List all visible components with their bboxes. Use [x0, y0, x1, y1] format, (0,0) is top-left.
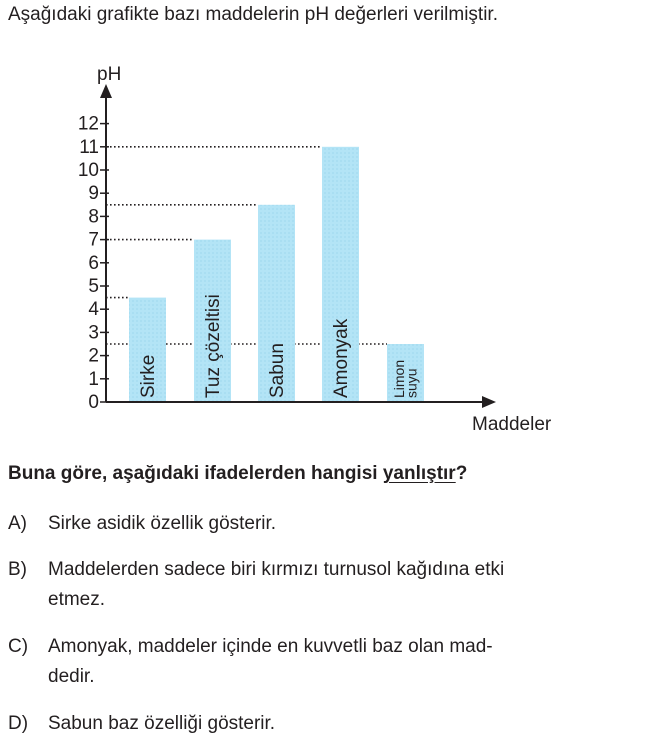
option-a-line-1: Sirke asidik özellik gösterir. [48, 513, 277, 534]
category-label [138, 355, 159, 398]
y-tick-label: 10 [77, 160, 99, 181]
y-tick-label: 9 [88, 183, 99, 205]
option-c-text [48, 632, 638, 692]
y-tick-label: 11 [79, 136, 99, 158]
y-axis-title: pH [97, 64, 122, 85]
option-d-text [48, 709, 638, 739]
question-end: ? [455, 463, 468, 484]
option-c-line-1: Amonyak, maddeler içinde en kuvvetli baz olan mad- [48, 636, 493, 657]
y-tick-label: 2 [88, 345, 99, 367]
option-b-label: B) [8, 559, 27, 580]
option-b-text [48, 555, 638, 615]
category-label-line: Sabun [267, 343, 289, 398]
category-label-line: Limon [391, 359, 408, 398]
question-before: Buna göre, aşağıdaki ifadelerden hangisi [8, 463, 383, 484]
option-c-line-2: dedir. [48, 666, 95, 687]
y-tick-label: 0 [88, 392, 99, 413]
question-keyword: yanlıştır [382, 463, 456, 484]
question-text [8, 463, 467, 485]
option-b-line-1: Maddelerden sadece biri kırmızı turnusol kağıdına etki [48, 559, 505, 580]
option-a-text [48, 509, 638, 539]
option-c-label: C) [8, 636, 29, 657]
category-label-line: Tuz çözeltisi [203, 294, 225, 398]
option-d-label: D) [8, 713, 29, 734]
intro-text: Aşağıdaki grafikte bazı maddelerin pH değerleri verilmiştir. [8, 4, 498, 25]
y-tick-label: 7 [88, 229, 99, 251]
category-label-line: Sirke [138, 354, 160, 398]
category-label-line: suyu [403, 368, 420, 398]
y-tick-label: 12 [77, 113, 99, 135]
y-tick-label: 6 [88, 252, 99, 274]
y-axis-arrow [100, 84, 112, 98]
option-b-line-2: etmez. [48, 589, 106, 610]
category-label [331, 318, 352, 398]
y-tick-label: 4 [88, 299, 99, 321]
y-tick-label: 8 [88, 206, 99, 228]
x-axis-arrow [482, 396, 496, 408]
y-tick-label: 5 [88, 276, 99, 297]
y-tick-label: 3 [88, 322, 99, 344]
option-a-label: A) [8, 513, 27, 534]
category-label [203, 294, 224, 398]
x-axis-title: Maddeler [472, 414, 552, 435]
option-d-line-1: Sabun baz özelliği gösterir. [48, 713, 276, 734]
y-tick-label: 1 [88, 368, 99, 390]
category-label [267, 343, 288, 398]
category-label-line: Amonyak [331, 318, 353, 398]
